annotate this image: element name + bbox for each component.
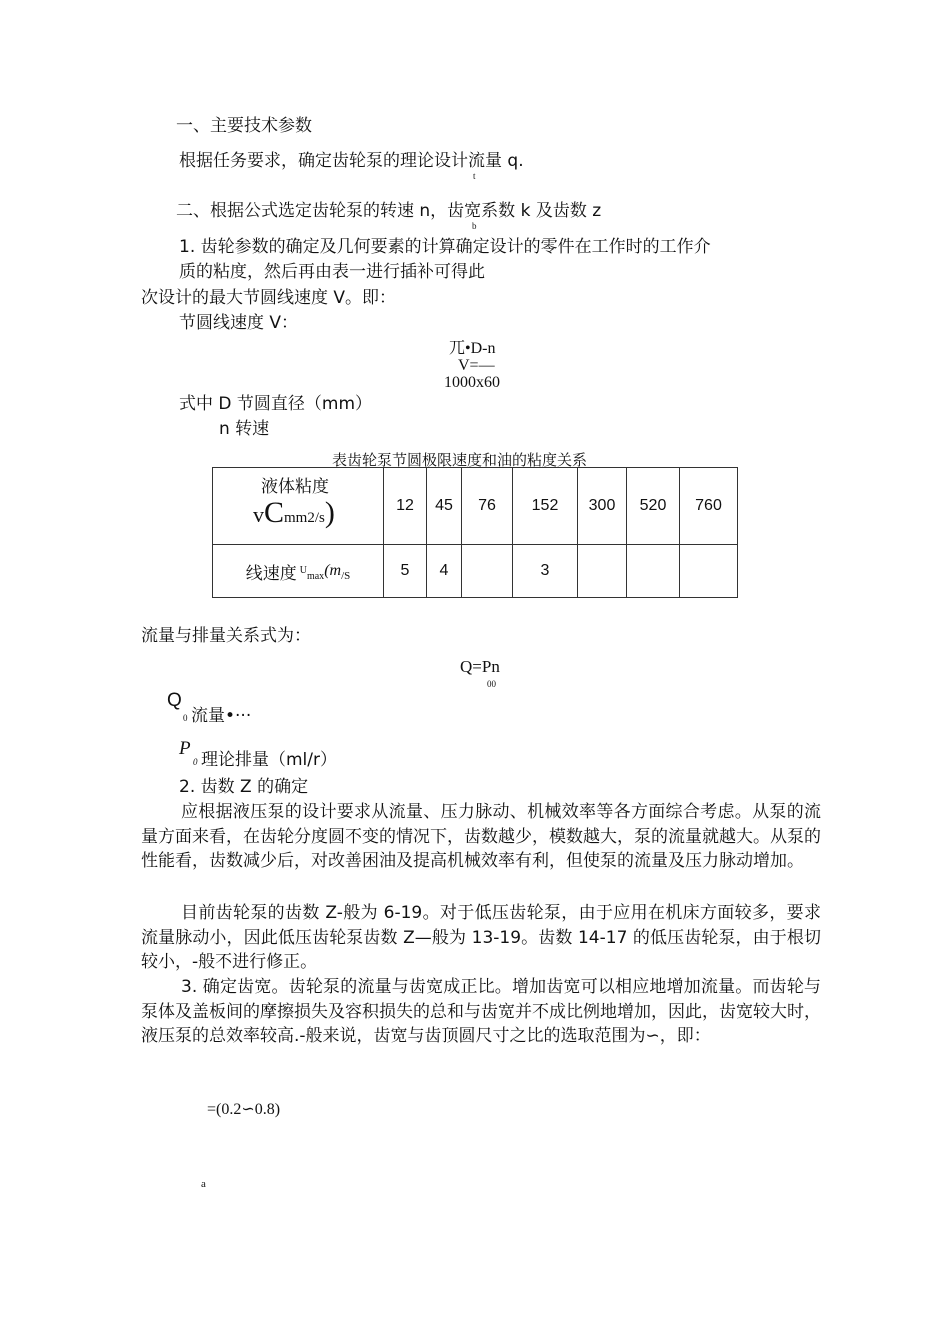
table-cell: 4 xyxy=(427,545,462,598)
flow-p-letter: P xyxy=(179,738,191,759)
design-flow-text: 根据任务要求，确定齿轮泵的理论设计流量 q. xyxy=(179,151,524,171)
formula-v-denominator: 1000x60 xyxy=(444,374,500,391)
viscosity-label: 液体粘度 xyxy=(261,477,329,497)
viscosity-symbol-v: v xyxy=(253,502,264,527)
flow-p-text: 理论排量（ml/r） xyxy=(201,750,337,770)
item1-line2: 质的粘度，然后再由表一进行插补可得此 xyxy=(179,262,485,282)
flow-q-letter: Q xyxy=(167,690,182,711)
table-caption: 表齿轮泵节圆极限速度和油的粘度关系 xyxy=(332,451,588,469)
table-cell: 760 xyxy=(680,468,738,545)
item3-para: 3. 确定齿宽。齿轮泵的流量与齿宽成正比。增加齿宽可以相应地增加流量。而齿轮与泵体及盖板间的摩擦损失及容积损失的总和与齿宽并不成比例地增加，因此，齿宽较大时，液压泵的总效率较高.-般来说，齿宽与齿顶圆尺寸之比的选取范围为∽，即： xyxy=(141,977,821,1047)
table-cell: 152 xyxy=(513,468,578,545)
viscosity-unit: mm2/s xyxy=(284,510,325,526)
design-flow-subscript: t xyxy=(473,171,476,181)
viscosity-paren: ) xyxy=(324,496,335,529)
table-cell: 12 xyxy=(384,468,427,545)
width-ratio-formula: =(0.2∽0.8) xyxy=(207,1101,281,1118)
viscosity-table xyxy=(212,467,738,598)
table-cell: 45 xyxy=(427,468,462,545)
table-cell xyxy=(462,545,513,598)
table-row-speed xyxy=(213,545,738,598)
formula-v-numerator: 兀•D-n xyxy=(449,340,496,357)
item2-title: 2. 齿数 Z 的确定 xyxy=(179,777,309,797)
table-cell xyxy=(627,545,680,598)
flow-intro: 流量与排量关系式为： xyxy=(141,626,311,646)
speed-symbol-m: (m xyxy=(324,561,342,579)
flow-q-subscript: 0 xyxy=(183,713,188,723)
item1-line4: 节圆线速度 V： xyxy=(179,313,299,333)
speed-symbol-max: max xyxy=(306,570,325,582)
def-d: 式中 D 节圆直径（mm） xyxy=(179,394,373,414)
table-cell: 520 xyxy=(627,468,680,545)
table-cell: 76 xyxy=(462,468,513,545)
item1-line1: 1. 齿轮参数的确定及几何要素的计算确定设计的零件在工作时的工作介 xyxy=(179,237,711,257)
formula-footnote: a xyxy=(201,1178,206,1190)
table-cell xyxy=(680,545,738,598)
viscosity-label-cell xyxy=(213,468,384,545)
formula-v-equals: V=— xyxy=(458,357,495,374)
heading-select-params: 二、根据公式选定齿轮泵的转速 n，齿宽系数 k 及齿数 z xyxy=(176,201,602,221)
heading-main-params: 一、主要技术参数 xyxy=(176,116,312,136)
item2-para1: 应根据液压泵的设计要求从流量、压力脉动、机械效率等各方面综合考虑。从泵的流量方面来看，在齿轮分度圆不变的情况下，齿数越少，模数越大，泵的流量就越大。从泵的性能看，齿数减少后，对改善困油及提高机械效率有利，但使泵的流量及压力脉动增加。 xyxy=(141,802,821,872)
flow-p-subscript: 0 xyxy=(193,757,198,767)
table-cell xyxy=(578,545,627,598)
speed-symbol-s: /S xyxy=(341,569,351,582)
select-params-subscript: b xyxy=(472,221,477,231)
flow-formula: Q=Pn xyxy=(460,657,500,676)
table-cell: 5 xyxy=(384,545,427,598)
speed-symbol-u: U xyxy=(299,564,307,576)
item2-para2: 目前齿轮泵的齿数 Z-般为 6-19。对于低压齿轮泵，由于应用在机床方面较多，要求流量脉动小，因此低压齿轮泵齿数 Z—般为 13-19。齿数 14-17 的低压齿轮泵，由于根切较小，-般不进行修正。 xyxy=(141,903,821,973)
table-row-viscosity xyxy=(213,468,738,545)
viscosity-symbol-c: C xyxy=(264,496,285,529)
speed-label-cell xyxy=(213,545,384,598)
table-cell: 300 xyxy=(578,468,627,545)
def-n: n 转速 xyxy=(219,419,270,439)
speed-label: 线速度 xyxy=(245,563,297,584)
item1-line3: 次设计的最大节圆线速度 V。即： xyxy=(141,288,397,308)
flow-q-text: 流量•··· xyxy=(191,706,252,726)
table-cell: 3 xyxy=(513,545,578,598)
flow-formula-subscript: 00 xyxy=(487,679,496,689)
